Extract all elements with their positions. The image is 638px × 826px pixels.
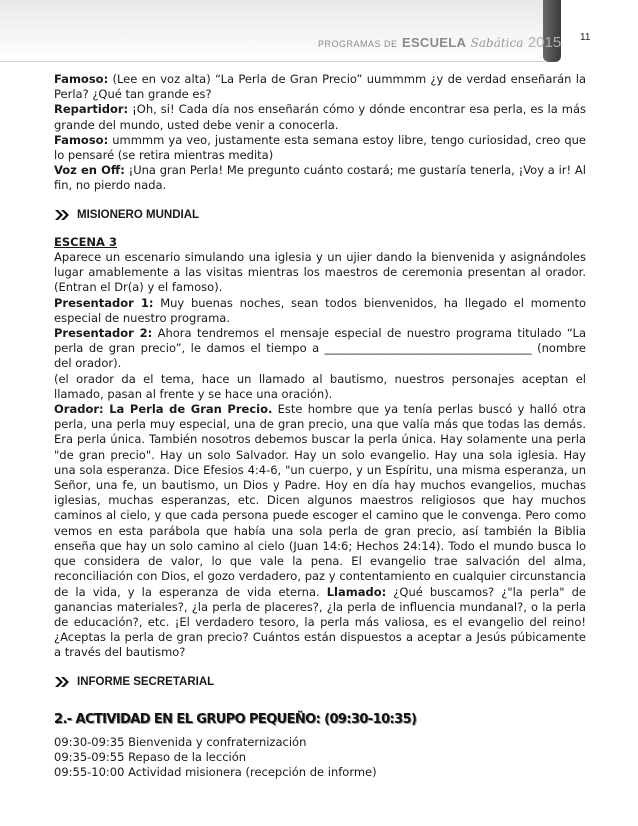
header-tab-decoration [543,0,561,62]
scene-title: ESCENA 3 [54,234,117,249]
speaker-label: Presentador 1: [54,295,154,310]
speaker-label: Famoso: [54,72,109,86]
speaker-label: Presentador 2: [54,326,153,341]
dialogue-line [54,72,586,102]
double-chevron-icon [54,210,71,220]
speaker-label: Voz en Off: [54,163,125,178]
dialogue-line [54,296,586,326]
schedule-item: 09:55-10:00 Actividad misionera (recepción de informe) [54,764,377,779]
speaker-label: Repartidor: [54,102,129,117]
activity-title: 2.- ACTIVIDAD EN EL GRUPO PEQUEÑO: (09:30-10:35) [54,711,417,727]
speaker-label: Famoso: [54,132,109,147]
page-number: 11 [580,32,591,43]
dialogue-text: Ahora tendremos el mensaje especial de nuestro programa titulado “La perla de gran precio”, le damos el tiempo a ____________________________________ (nombre del orador). [54,326,586,371]
dialogue-text: (Lee en voz alta) “La Perla de Gran Precio” uummmm ¿y de verdad enseñarán la Perla? ¿Qué tan grande es? [54,72,586,102]
stage-note: (el orador da el tema, hace un llamado al bautismo, nuestros personajes aceptan el llamado, pasan al frente y se hace una oración). [54,371,586,401]
llamado-text: ¿Qué buscamos? ¿"la perla" de ganancias materiales?, ¿la perla de placeres?, ¿la perla de influencia mundanal?, o la perla de educación?, etc. ¡El verdadero tesoro, la perla más valiosa, es el evangelio del reino! ¿Aceptas la perla de gran precio? Cuántos están dispuestos a aceptar a Jesús púbicamente a través del bautismo? [54,584,586,660]
dialogue-line [54,326,586,372]
scene-intro: Aparece un escenario simulando una iglesia y un ujier dando la bienvenida y asignándoles lugar amablemente a las visitas mientras los maestros de ceremonia presentan al orador. (Entran el Dr(a) y el famoso). [54,250,586,295]
llamado-label: Llamado: [326,584,387,599]
dialogue-text: ¡Oh, si! Cada día nos enseñarán cómo y dónde encontrar esa perla, es la más grande del mundo, usted debe venir a conocerla. [54,102,586,132]
orador-text: Este hombre que ya tenía perlas buscó y halló otra perla, una perla muy especial, una de gran precio, una que valía más que todas las demás. Era perla única. También nosotros debemos buscar la perla única. Hay solamente una perla "de gran precio". Hay un solo Salvador. Hay un solo evangelio. Hay una sola iglesia. Hay una sola esperanza. Dice Efesios 4:4-6, "un cuerpo, y un Espíritu, una misma esperanza, un Señor, una fe, un bautismo, un Dios y Padre. Hoy en día hay muchos evangelios, muchas iglesias, muchas esperanzas, etc. Dicen algunos maestros religiosos que hay muchos caminos al cielo, y que cada persona puede escoger el camino que le convenga. Pero como vemos en esta parábola que había una sola perla de gran precio, así también la Biblia enseña que hay un solo camino al cielo (Juan 14:6; Hechos 24:14). Todo el mundo busca lo que considera de valor, lo que vale la pena. El evangelio trae salvación del alma, reconciliación con Dios, el gozo verdadero, paz y contentamiento en cualquier circunstancia de la vida, y la esperanza de vida eterna. [54,402,586,599]
section-heading-informe [54,675,586,690]
section-heading-text: MISIONERO MUNDIAL [77,208,200,221]
dialogue-line [54,102,586,132]
dialogue-line [54,163,586,193]
header-sabatica: Sabática [470,36,524,50]
dialogue-text: ¡Una gran Perla! Me pregunto cuánto costará; me gustaría tenerla, ¡Voy a ir! Al fin, no pierdo nada. [54,163,586,193]
header-escuela: ESCUELA [401,35,467,50]
header-title [318,34,561,52]
header-year: 2015 [527,34,562,51]
header-banner [0,0,545,62]
section-heading-misionero [54,208,586,223]
section-heading-text: INFORME SECRETARIAL [77,675,215,688]
dialogue-text: Muy buenas noches, sean todos bienvenidos, ha llegado el momento especial de nuestro programa. [54,295,586,325]
dialogue-block-1 [54,72,586,194]
dialogue-line [54,133,586,163]
schedule-list [54,735,586,780]
speaker-label: Orador: La Perla de Gran Precio. [54,402,273,417]
double-chevron-icon [54,677,71,687]
schedule-item: 09:35-09:55 Repaso de la lección [54,749,247,764]
schedule-item: 09:30-09:35 Bienvenida y confraternización [54,734,307,749]
dialogue-text: ummmm ya veo, justamente esta semana estoy libre, tengo curiosidad, creo que lo pensaré (se retira mientras medita) [54,132,586,163]
header-programas: PROGRAMAS DE [318,39,398,49]
orador-paragraph [54,402,586,660]
page-content [54,72,586,780]
